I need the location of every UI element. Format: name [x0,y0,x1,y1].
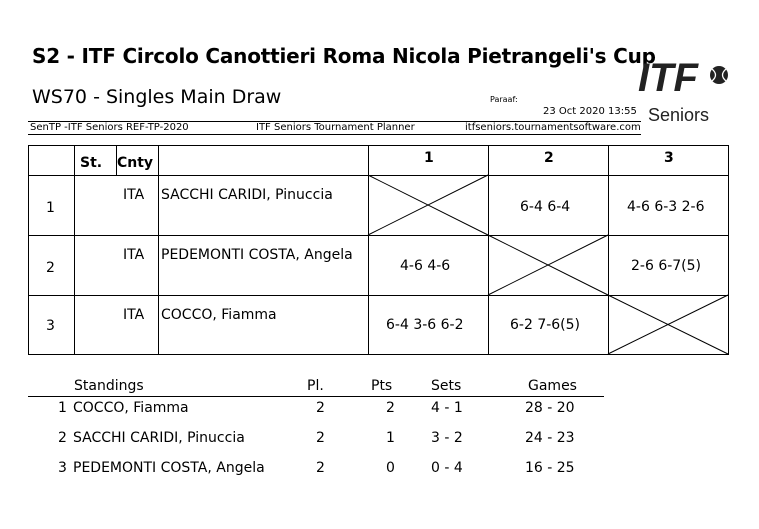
logo-main-text: ITF [638,56,698,100]
standings-name: PEDEMONTI COSTA, Angela [73,460,265,476]
draw-row-2-cnty: ITA [123,247,145,263]
standings-rank: 2 [58,430,67,446]
draw-row-3-cnty: ITA [123,307,145,323]
draw-row-3-result-1: 6-4 3-6 6-2 [386,317,464,333]
standings-sets: 3 - 2 [431,430,463,446]
draw-row-2-result-1: 4-6 4-6 [400,258,451,274]
standings-header-pts: Pts [371,378,393,394]
standings-pl: 2 [316,400,325,416]
paraaf-label: Paraaf: [490,95,518,104]
standings-rule [28,396,604,397]
standings-sets: 4 - 1 [431,400,463,416]
standings-header-pl: Pl. [307,378,324,394]
draw-row-1-result-2: 6-4 6-4 [520,199,571,215]
draw-row-2-name: PEDEMONTI COSTA, Angela [161,247,353,263]
standings-title: Standings [74,378,144,394]
header-st: St. [80,155,103,171]
cross-2-2 [488,235,608,295]
logo-sub-text: Seniors [648,105,710,125]
standings-pts: 2 [386,400,395,416]
draw-row-1-cnty: ITA [123,187,145,203]
standings-rank: 3 [58,460,67,476]
cross-1-1 [368,175,488,235]
standings-sets: 0 - 4 [431,460,463,476]
meta-license: SenTP -ITF Seniors REF-TP-2020 [30,122,189,133]
header-col-2: 2 [544,150,554,166]
standings-name: SACCHI CARIDI, Pinuccia [73,430,245,446]
draw-row-1-pos: 1 [46,200,55,216]
print-datetime: 23 Oct 2020 13:55 [543,106,637,117]
draw-row-1-result-3: 4-6 6-3 2-6 [627,199,705,215]
standings-pts: 1 [386,430,395,446]
standings-header-sets: Sets [431,378,462,394]
standings-pl: 2 [316,430,325,446]
draw-row-3-pos: 3 [46,318,55,334]
standings-pl: 2 [316,460,325,476]
page-title: S2 - ITF Circolo Canottieri Roma Nicola Pietrangeli's Cup [32,44,656,68]
header-col-3: 3 [664,150,674,166]
header-cnty: Cnty [117,155,154,171]
standings-rank: 1 [58,400,67,416]
draw-row-2-pos: 2 [46,260,55,276]
draw-row-3-result-2: 6-2 7-6(5) [510,317,581,333]
draw-row-3-name: COCCO, Fiamma [161,307,277,323]
meta-software: ITF Seniors Tournament Planner [256,122,415,133]
standings-games: 24 - 23 [525,430,575,446]
draw-row-2-result-3: 2-6 6-7(5) [631,258,702,274]
page-subtitle: WS70 - Singles Main Draw [32,86,282,108]
standings-games: 16 - 25 [525,460,575,476]
header-col-1: 1 [424,150,434,166]
standings-pts: 0 [386,460,395,476]
cross-3-3 [608,295,728,354]
standings-games: 28 - 20 [525,400,575,416]
draw-row-1-name: SACCHI CARIDI, Pinuccia [161,187,333,203]
meta-website: itfseniors.tournamentsoftware.com [465,122,641,133]
standings-header-games: Games [528,378,577,394]
standings-name: COCCO, Fiamma [73,400,189,416]
